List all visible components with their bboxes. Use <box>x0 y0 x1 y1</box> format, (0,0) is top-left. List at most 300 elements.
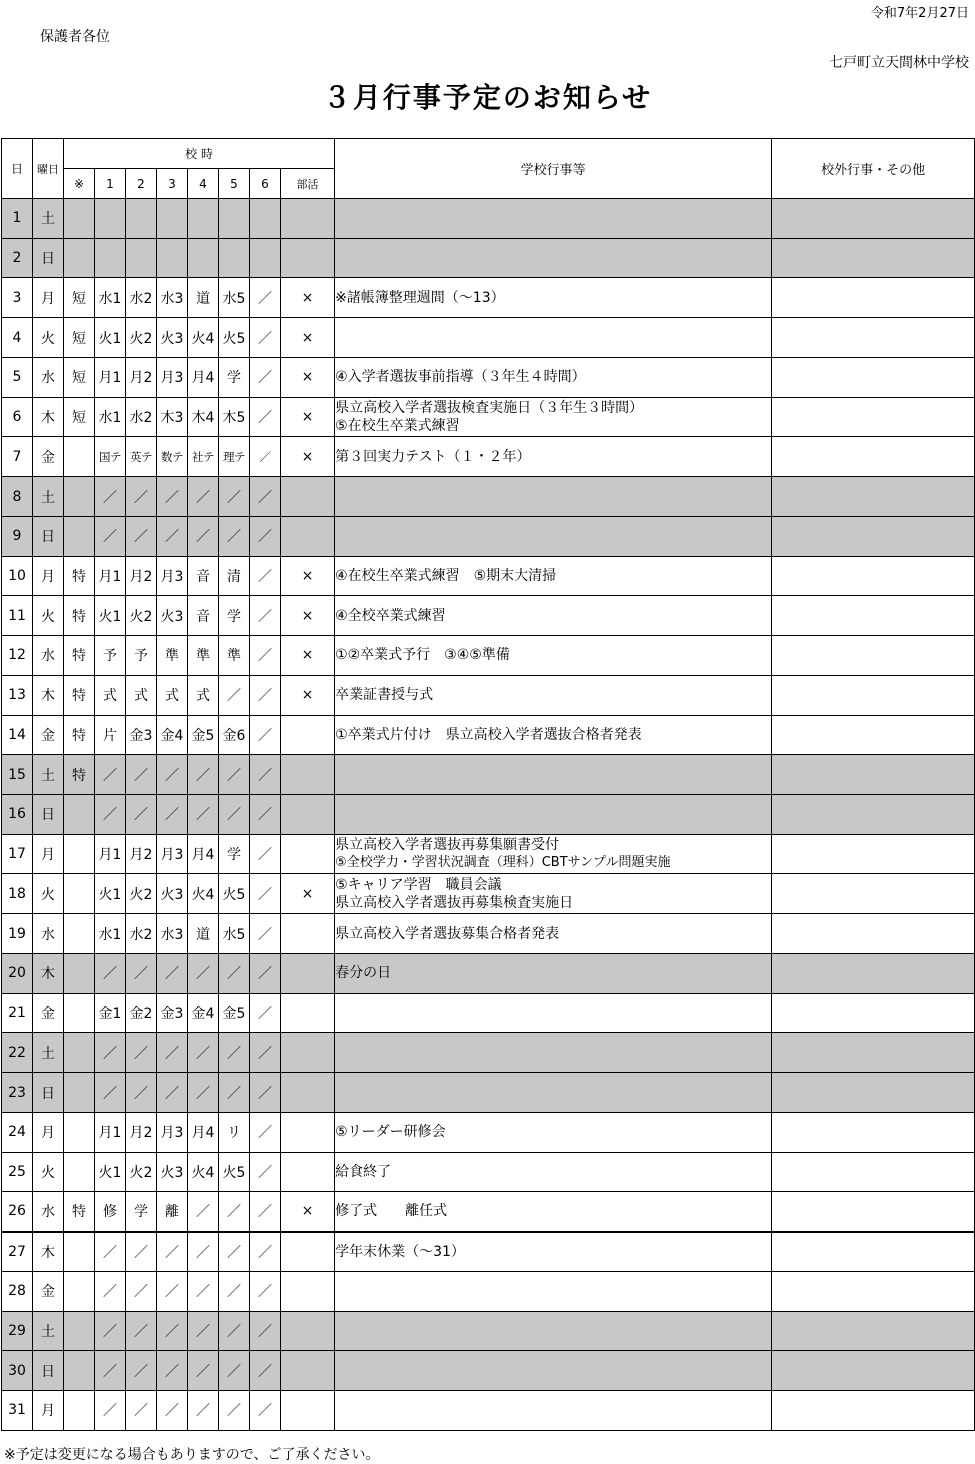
outside-event-cell <box>772 1112 975 1152</box>
outside-event-cell <box>772 1232 975 1272</box>
event-line: 卒業証書授与式 <box>335 687 434 704</box>
period-3-cell: 月3 <box>157 834 188 874</box>
period-1-cell: 火1 <box>95 318 126 358</box>
period-4-cell: ／ <box>188 1311 219 1351</box>
day-cell: 24 <box>2 1112 33 1152</box>
school-event-cell <box>335 238 772 278</box>
period-5-cell: ／ <box>219 1311 250 1351</box>
mark-cell: 短 <box>64 397 95 437</box>
day-cell: 4 <box>2 318 33 358</box>
period-5-cell: ／ <box>219 1351 250 1391</box>
event-line: ⑤キャリア学習 職員会議 <box>335 876 502 893</box>
outside-event-cell <box>772 1311 975 1351</box>
outside-event-cell <box>772 1033 975 1073</box>
table-row <box>2 914 975 954</box>
header-period-3: 3 <box>157 169 188 199</box>
period-5-cell: ／ <box>219 1033 250 1073</box>
period-3-cell: 月3 <box>157 1112 188 1152</box>
period-6-cell: ／ <box>250 397 281 437</box>
weekday-cell: 水 <box>33 914 64 954</box>
period-4-cell: 月4 <box>188 1112 219 1152</box>
school-event-cell <box>335 1232 772 1272</box>
period-3-cell: ／ <box>157 1232 188 1272</box>
period-1-cell <box>95 238 126 278</box>
period-4-cell: 火4 <box>188 318 219 358</box>
mark-cell <box>64 516 95 556</box>
mark-cell <box>64 1351 95 1391</box>
mark-cell: 特 <box>64 556 95 596</box>
school-event-cell <box>335 1152 772 1192</box>
period-1-cell: ／ <box>95 1033 126 1073</box>
mark-cell: 短 <box>64 318 95 358</box>
period-4-cell: ／ <box>188 1033 219 1073</box>
period-2-cell <box>126 238 157 278</box>
period-6-cell: ／ <box>250 1391 281 1431</box>
table-row <box>2 397 975 437</box>
mark-cell <box>64 874 95 914</box>
period-1-cell: 水1 <box>95 914 126 954</box>
outside-event-cell <box>772 914 975 954</box>
period-1-cell: 火1 <box>95 1152 126 1192</box>
school-event-cell <box>335 874 772 914</box>
period-6-cell: ／ <box>250 516 281 556</box>
period-1-cell: ／ <box>95 1073 126 1113</box>
school-event-cell <box>335 795 772 835</box>
schedule-table <box>1 138 975 1431</box>
table-row <box>2 1311 975 1351</box>
outside-event-cell <box>772 953 975 993</box>
period-6-cell: ／ <box>250 1152 281 1192</box>
club-cell <box>281 1351 335 1391</box>
header-mark: ※ <box>64 169 95 199</box>
mark-cell <box>64 477 95 517</box>
outside-event-cell <box>772 556 975 596</box>
period-3-cell: 金4 <box>157 715 188 755</box>
table-row <box>2 1152 975 1192</box>
table-row <box>2 874 975 914</box>
table-row <box>2 993 975 1033</box>
period-2-cell: 月2 <box>126 834 157 874</box>
mark-cell <box>64 1271 95 1311</box>
event-line: ①②卒業式予行 ③④⑤準備 <box>335 647 510 664</box>
outside-event-cell <box>772 1192 975 1232</box>
period-4-cell: ／ <box>188 516 219 556</box>
period-4-cell: 金4 <box>188 993 219 1033</box>
outside-event-cell <box>772 437 975 477</box>
club-cell: × <box>281 1192 335 1232</box>
table-row <box>2 1271 975 1311</box>
club-cell: × <box>281 397 335 437</box>
period-6-cell: ／ <box>250 755 281 795</box>
outside-event-cell <box>772 238 975 278</box>
header-club: 部活 <box>281 169 335 199</box>
period-1-cell: 月1 <box>95 834 126 874</box>
mark-cell <box>64 1073 95 1113</box>
period-1-cell: 国テ <box>95 437 126 477</box>
period-4-cell: 月4 <box>188 834 219 874</box>
period-3-cell: 火3 <box>157 874 188 914</box>
day-cell: 26 <box>2 1192 33 1232</box>
mark-cell <box>64 953 95 993</box>
period-5-cell: ／ <box>219 1391 250 1431</box>
school-event-cell <box>335 636 772 676</box>
period-3-cell: 月3 <box>157 357 188 397</box>
weekday-cell: 土 <box>33 477 64 517</box>
mark-cell <box>64 1112 95 1152</box>
club-cell: × <box>281 556 335 596</box>
mark-cell <box>64 1232 95 1272</box>
club-cell: × <box>281 437 335 477</box>
outside-event-cell <box>772 1271 975 1311</box>
period-5-cell: リ <box>219 1112 250 1152</box>
period-1-cell: 月1 <box>95 357 126 397</box>
day-cell: 12 <box>2 636 33 676</box>
weekday-cell: 木 <box>33 675 64 715</box>
weekday-cell: 火 <box>33 874 64 914</box>
period-4-cell: ／ <box>188 795 219 835</box>
school-event-cell <box>335 516 772 556</box>
period-6-cell: ／ <box>250 1073 281 1113</box>
period-5-cell: 水5 <box>219 914 250 954</box>
period-5-cell: ／ <box>219 755 250 795</box>
period-3-cell: 火3 <box>157 1152 188 1192</box>
school-event-cell <box>335 477 772 517</box>
period-2-cell: 火2 <box>126 596 157 636</box>
period-5-cell: 学 <box>219 357 250 397</box>
period-4-cell <box>188 199 219 239</box>
school-event-cell <box>335 834 772 874</box>
club-cell <box>281 516 335 556</box>
weekday-cell: 土 <box>33 1033 64 1073</box>
period-5-cell: ／ <box>219 1192 250 1232</box>
day-cell: 17 <box>2 834 33 874</box>
table-row <box>2 715 975 755</box>
outside-event-cell <box>772 596 975 636</box>
period-5-cell: 学 <box>219 596 250 636</box>
period-2-cell: 火2 <box>126 318 157 358</box>
outside-event-cell <box>772 1073 975 1113</box>
club-cell <box>281 993 335 1033</box>
table-row <box>2 1232 975 1272</box>
day-cell: 21 <box>2 993 33 1033</box>
page-title: ３月行事予定のお知らせ <box>322 81 653 114</box>
header-outside-events: 校外行事・その他 <box>772 139 975 199</box>
header-periods: 校 時 <box>64 139 335 169</box>
period-3-cell: 離 <box>157 1192 188 1232</box>
outside-event-cell <box>772 199 975 239</box>
school-event-cell <box>335 715 772 755</box>
period-5-cell: ／ <box>219 953 250 993</box>
outside-event-cell <box>772 993 975 1033</box>
period-6-cell: ／ <box>250 477 281 517</box>
mark-cell <box>64 238 95 278</box>
period-3-cell: ／ <box>157 795 188 835</box>
day-cell: 8 <box>2 477 33 517</box>
club-cell <box>281 795 335 835</box>
weekday-cell: 日 <box>33 1351 64 1391</box>
period-2-cell: ／ <box>126 953 157 993</box>
period-6-cell: ／ <box>250 1311 281 1351</box>
event-line: ①卒業式片付け 県立高校入学者選抜合格者発表 <box>335 726 642 743</box>
period-1-cell: 火1 <box>95 596 126 636</box>
mark-cell: 特 <box>64 596 95 636</box>
period-6-cell: ／ <box>250 834 281 874</box>
period-4-cell: ／ <box>188 953 219 993</box>
period-4-cell: ／ <box>188 1232 219 1272</box>
period-1-cell: 修 <box>95 1192 126 1232</box>
club-cell <box>281 1152 335 1192</box>
day-cell: 25 <box>2 1152 33 1192</box>
outside-event-cell <box>772 675 975 715</box>
period-1-cell <box>95 199 126 239</box>
weekday-cell: 月 <box>33 278 64 318</box>
period-3-cell: 水3 <box>157 278 188 318</box>
period-1-cell: 予 <box>95 636 126 676</box>
period-1-cell: 月1 <box>95 1112 126 1152</box>
club-cell: × <box>281 357 335 397</box>
period-6-cell: ／ <box>250 953 281 993</box>
event-line: 県立高校入学者選抜再募集検査実施日 <box>335 894 574 911</box>
period-5-cell: ／ <box>219 1232 250 1272</box>
period-4-cell: ／ <box>188 477 219 517</box>
mark-cell <box>64 914 95 954</box>
period-2-cell: ／ <box>126 516 157 556</box>
school-event-cell <box>335 1033 772 1073</box>
period-1-cell: ／ <box>95 1232 126 1272</box>
outside-event-cell <box>772 874 975 914</box>
table-row <box>2 1192 975 1232</box>
table-row <box>2 1073 975 1113</box>
table-row <box>2 795 975 835</box>
period-4-cell: 社テ <box>188 437 219 477</box>
table-row <box>2 238 975 278</box>
weekday-cell: 日 <box>33 795 64 835</box>
outside-event-cell <box>772 397 975 437</box>
event-line: 給食終了 <box>335 1163 392 1180</box>
event-line: 県立高校入学者選抜募集合格者発表 <box>335 925 560 942</box>
outside-event-cell <box>772 1351 975 1391</box>
period-1-cell: ／ <box>95 1311 126 1351</box>
weekday-cell: 金 <box>33 1271 64 1311</box>
period-1-cell: ／ <box>95 1271 126 1311</box>
period-3-cell: 数テ <box>157 437 188 477</box>
mark-cell <box>64 1152 95 1192</box>
school-name: 七戸町立天間林中学校 <box>829 55 969 71</box>
club-cell <box>281 1271 335 1311</box>
period-4-cell: ／ <box>188 1073 219 1113</box>
period-6-cell: ／ <box>250 1112 281 1152</box>
period-6-cell: ／ <box>250 675 281 715</box>
period-6-cell: ／ <box>250 278 281 318</box>
school-event-cell <box>335 437 772 477</box>
period-3-cell: 月3 <box>157 556 188 596</box>
period-4-cell: ／ <box>188 755 219 795</box>
period-1-cell: 水1 <box>95 397 126 437</box>
club-cell <box>281 199 335 239</box>
period-3-cell: 木3 <box>157 397 188 437</box>
period-2-cell: ／ <box>126 1271 157 1311</box>
weekday-cell: 土 <box>33 755 64 795</box>
weekday-cell: 土 <box>33 199 64 239</box>
period-3-cell: ／ <box>157 755 188 795</box>
day-cell: 16 <box>2 795 33 835</box>
day-cell: 30 <box>2 1351 33 1391</box>
period-6-cell <box>250 199 281 239</box>
period-1-cell: 金1 <box>95 993 126 1033</box>
school-event-cell <box>335 318 772 358</box>
table-row <box>2 834 975 874</box>
period-2-cell: ／ <box>126 1073 157 1113</box>
period-4-cell: ／ <box>188 1271 219 1311</box>
school-event-cell <box>335 596 772 636</box>
period-5-cell: ／ <box>219 795 250 835</box>
period-6-cell: ／ <box>250 914 281 954</box>
period-3-cell: 金3 <box>157 993 188 1033</box>
weekday-cell: 火 <box>33 318 64 358</box>
outside-event-cell <box>772 278 975 318</box>
period-6-cell: ／ <box>250 1351 281 1391</box>
club-cell <box>281 1232 335 1272</box>
mark-cell: 特 <box>64 1192 95 1232</box>
table-row <box>2 318 975 358</box>
weekday-cell: 木 <box>33 953 64 993</box>
period-1-cell: 式 <box>95 675 126 715</box>
mark-cell: 特 <box>64 636 95 676</box>
weekday-cell: 火 <box>33 1152 64 1192</box>
period-6-cell: ／ <box>250 874 281 914</box>
mark-cell <box>64 1033 95 1073</box>
weekday-cell: 月 <box>33 834 64 874</box>
period-5-cell: 清 <box>219 556 250 596</box>
club-cell: × <box>281 318 335 358</box>
period-3-cell <box>157 199 188 239</box>
event-line: ④在校生卒業式練習 ⑤期末大清掃 <box>335 567 557 584</box>
day-cell: 31 <box>2 1391 33 1431</box>
period-4-cell: ／ <box>188 1391 219 1431</box>
school-event-cell <box>335 556 772 596</box>
day-cell: 29 <box>2 1311 33 1351</box>
club-cell <box>281 238 335 278</box>
event-line: 県立高校入学者選抜検査実施日（３年生３時間） <box>335 400 644 417</box>
footer-note: ※予定は変更になる場合もありますので、ご了承ください。 <box>4 1447 380 1463</box>
mark-cell <box>64 993 95 1033</box>
period-1-cell: ／ <box>95 477 126 517</box>
period-2-cell: 金3 <box>126 715 157 755</box>
period-3-cell: ／ <box>157 1351 188 1391</box>
table-row <box>2 199 975 239</box>
day-cell: 13 <box>2 675 33 715</box>
outside-event-cell <box>772 1391 975 1431</box>
period-4-cell: 音 <box>188 596 219 636</box>
club-cell: × <box>281 278 335 318</box>
period-2-cell: 英テ <box>126 437 157 477</box>
period-5-cell <box>219 238 250 278</box>
club-cell <box>281 477 335 517</box>
period-2-cell: 水2 <box>126 397 157 437</box>
period-1-cell: ／ <box>95 1351 126 1391</box>
weekday-cell: 金 <box>33 993 64 1033</box>
weekday-cell: 金 <box>33 437 64 477</box>
outside-event-cell <box>772 477 975 517</box>
period-2-cell: 予 <box>126 636 157 676</box>
outside-event-cell <box>772 795 975 835</box>
period-2-cell: 水2 <box>126 914 157 954</box>
day-cell: 9 <box>2 516 33 556</box>
school-event-cell <box>335 1112 772 1152</box>
period-2-cell: ／ <box>126 755 157 795</box>
period-1-cell: ／ <box>95 795 126 835</box>
table-row <box>2 953 975 993</box>
school-event-cell <box>335 755 772 795</box>
event-line: 第３回実力テスト（１・２年） <box>335 448 531 465</box>
period-6-cell: ／ <box>250 1271 281 1311</box>
school-event-cell <box>335 914 772 954</box>
school-event-cell <box>335 1351 772 1391</box>
mark-cell <box>64 1391 95 1431</box>
period-6-cell: ／ <box>250 318 281 358</box>
table-row <box>2 516 975 556</box>
weekday-cell: 水 <box>33 357 64 397</box>
event-line: ④全校卒業式練習 <box>335 607 446 624</box>
period-1-cell: ／ <box>95 1391 126 1431</box>
school-event-cell <box>335 1073 772 1113</box>
period-5-cell: ／ <box>219 516 250 556</box>
period-4-cell <box>188 238 219 278</box>
period-5-cell: 金5 <box>219 993 250 1033</box>
mark-cell <box>64 437 95 477</box>
period-1-cell: ／ <box>95 953 126 993</box>
day-cell: 5 <box>2 357 33 397</box>
mark-cell: 短 <box>64 357 95 397</box>
club-cell <box>281 1311 335 1351</box>
period-3-cell <box>157 238 188 278</box>
period-2-cell: ／ <box>126 477 157 517</box>
club-cell: × <box>281 636 335 676</box>
period-5-cell: 理テ <box>219 437 250 477</box>
outside-event-cell <box>772 834 975 874</box>
period-6-cell: ／ <box>250 437 281 477</box>
period-5-cell: ／ <box>219 477 250 517</box>
day-cell: 7 <box>2 437 33 477</box>
outside-event-cell <box>772 636 975 676</box>
table-row <box>2 278 975 318</box>
school-event-cell <box>335 993 772 1033</box>
period-4-cell: 金5 <box>188 715 219 755</box>
weekday-cell: 水 <box>33 636 64 676</box>
period-5-cell: 準 <box>219 636 250 676</box>
table-row <box>2 357 975 397</box>
period-5-cell: 火5 <box>219 874 250 914</box>
period-2-cell: ／ <box>126 1033 157 1073</box>
period-5-cell: ／ <box>219 1271 250 1311</box>
mark-cell: 特 <box>64 675 95 715</box>
day-cell: 19 <box>2 914 33 954</box>
weekday-cell: 月 <box>33 556 64 596</box>
period-1-cell: 火1 <box>95 874 126 914</box>
period-3-cell: ／ <box>157 477 188 517</box>
event-line: ④入学者選抜事前指導（３年生４時間） <box>335 369 586 386</box>
day-cell: 20 <box>2 953 33 993</box>
weekday-cell: 火 <box>33 596 64 636</box>
club-cell <box>281 834 335 874</box>
mark-cell: 特 <box>64 715 95 755</box>
period-2-cell: 火2 <box>126 1152 157 1192</box>
period-2-cell: 月2 <box>126 1112 157 1152</box>
period-5-cell: 金6 <box>219 715 250 755</box>
club-cell <box>281 1073 335 1113</box>
weekday-cell: 金 <box>33 715 64 755</box>
day-cell: 15 <box>2 755 33 795</box>
